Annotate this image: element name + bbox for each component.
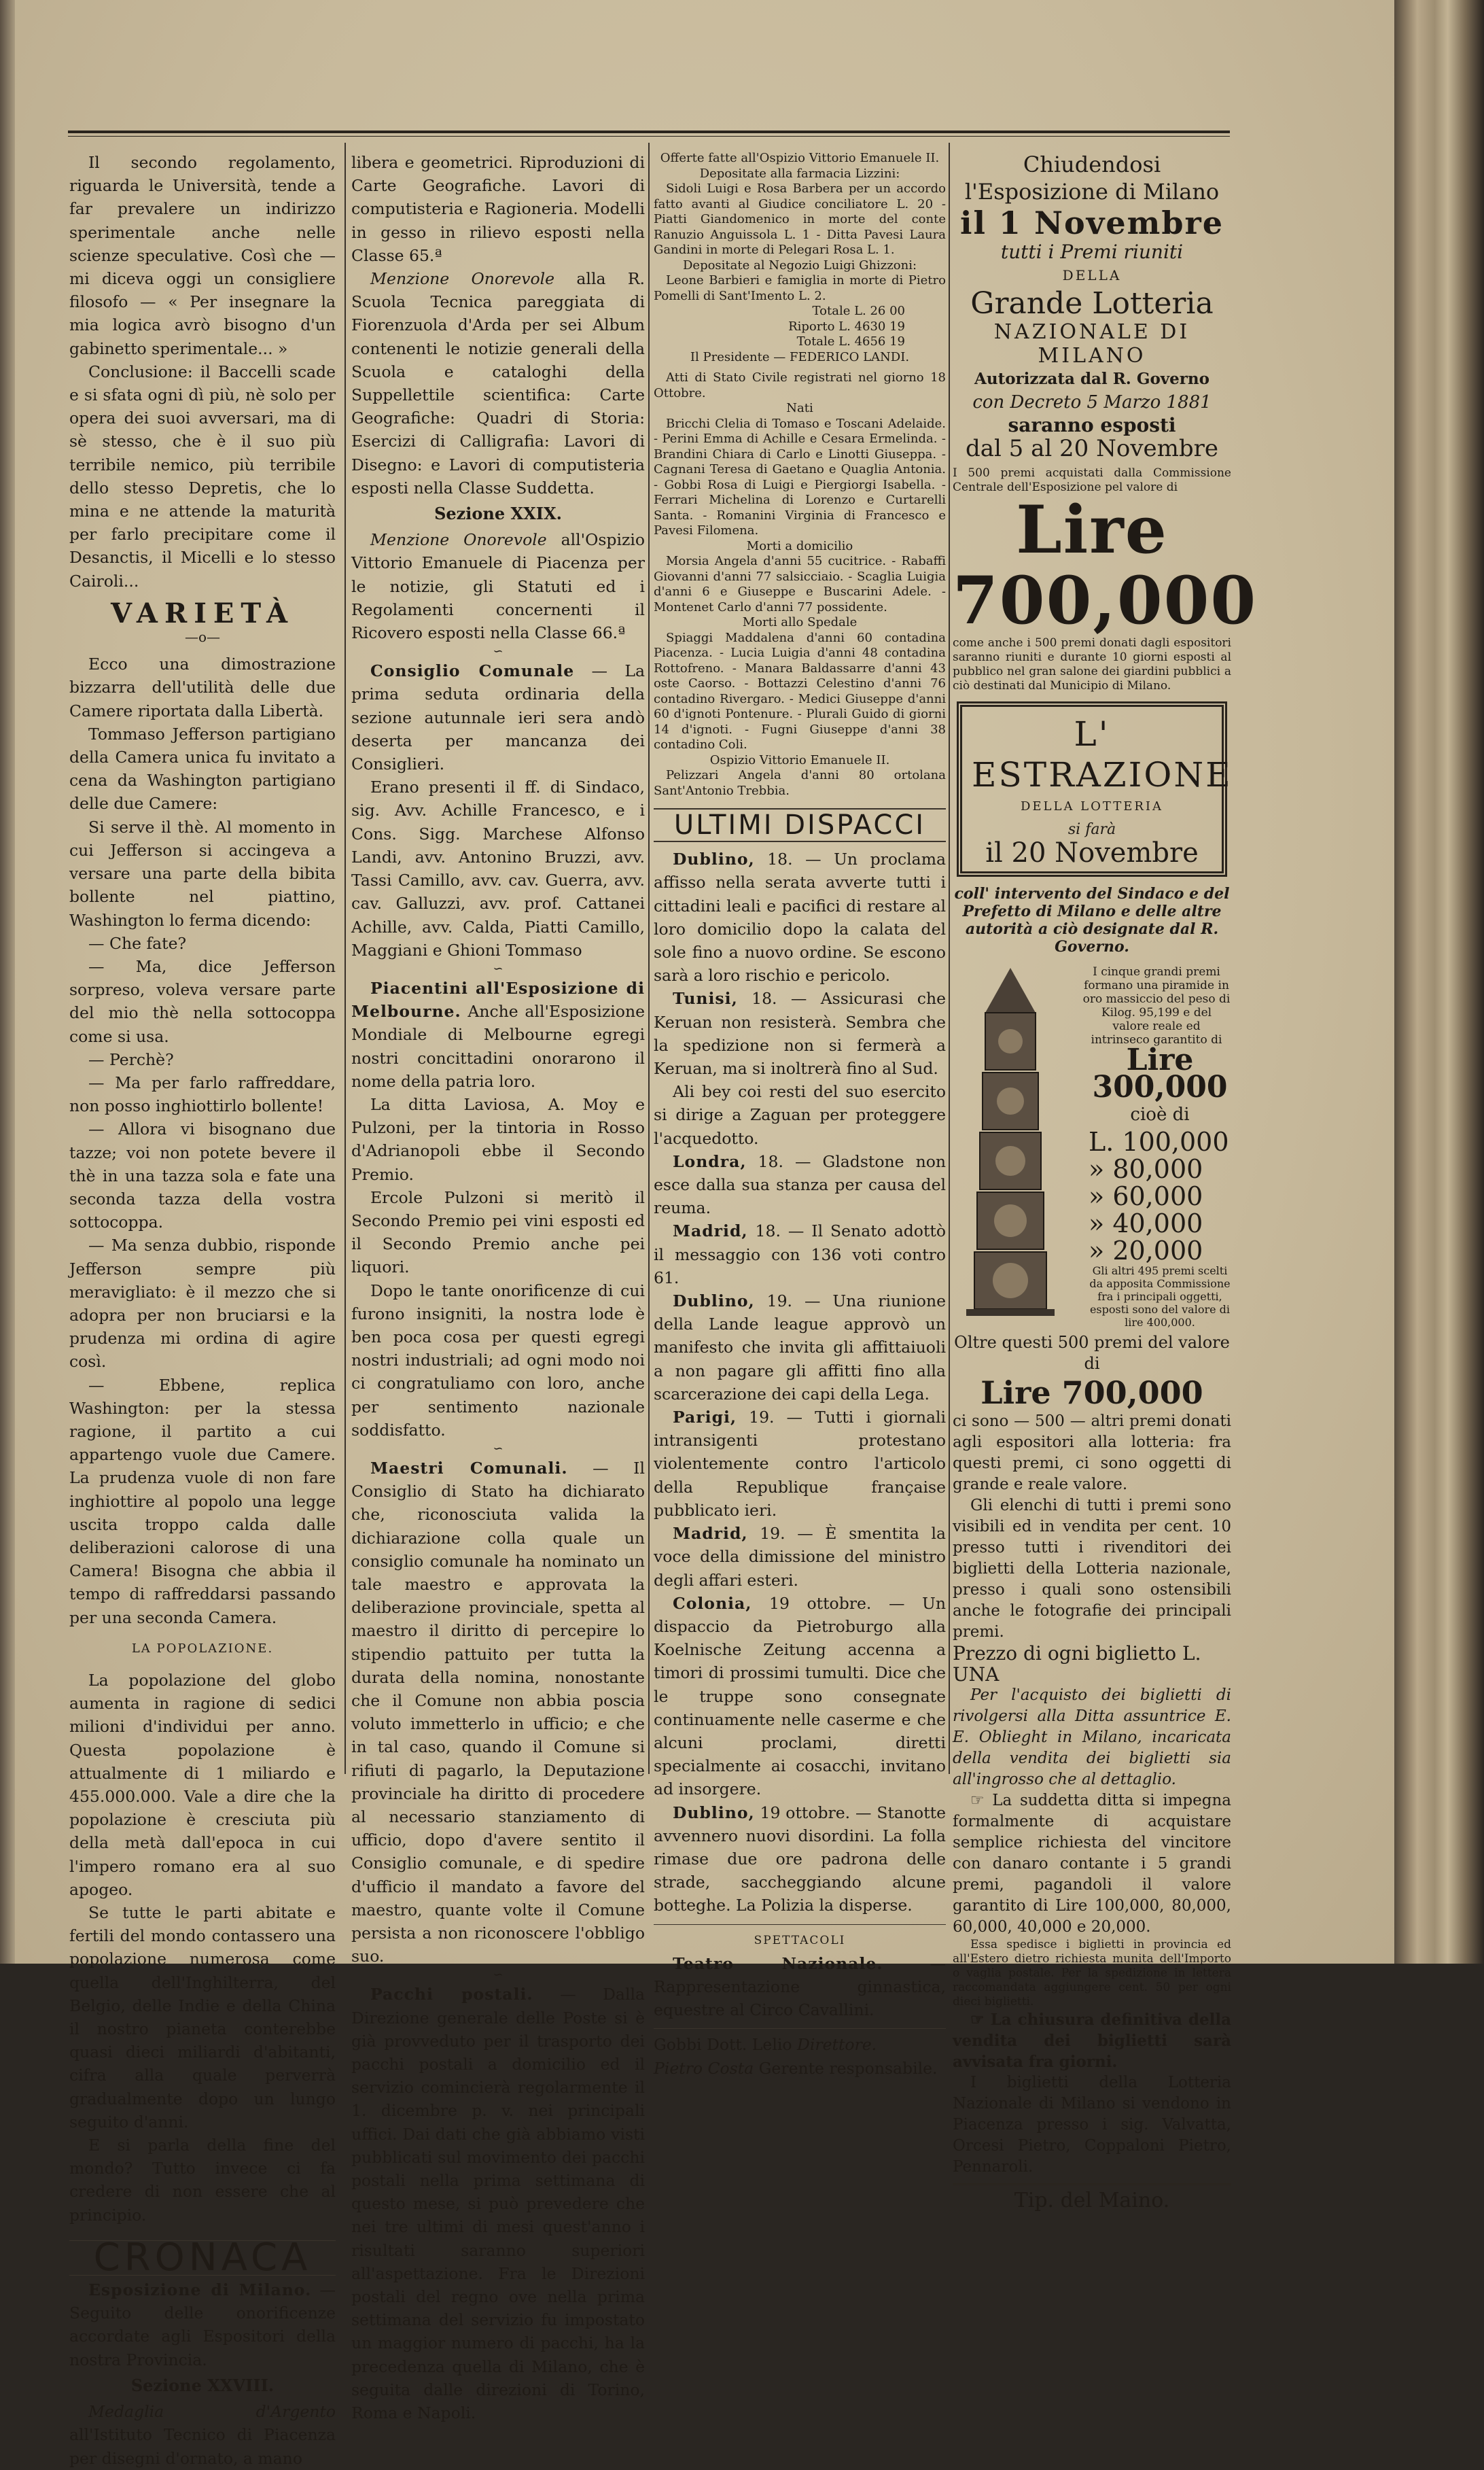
dispatch-text: 18. — Un proclama affisso nella serata avverte tutti i cittadini leali e pacifici di restare al loro domicilio dopo la calata del sole fino a nuovo ordine. Se escono sarà a loro rischio e pericolo.	[654, 850, 946, 986]
item-text: all'Ospizio Vittorio Emanuele di Piacenza per le notizie, gli Statuti ed i Regolamenti concernenti il Ricovero esposti nella Classe 66.ª	[351, 530, 646, 643]
paragraph	[351, 267, 645, 500]
total-line: Totale L. 26 00	[812, 304, 905, 318]
paragraph: Erano presenti il ff. di Sindaco, sig. Avv. Achille Francesco, e i Cons. Sigg. Marchese Alfonso Landi, avv. Antonino Bruzzi, avv. Tassi Camillo, avv. cav. Guerra, avv. cav. Galluzzi, avv. prof. Cattanei Achille, avv. Calda, Piatti Camillo, Maggiani e Ghioni Tommaso	[351, 778, 645, 960]
ad-line: cioè di	[1130, 1104, 1190, 1126]
prize-list	[1089, 1043, 1231, 1329]
paragraph: Pelizzari Angela d'anni 80 ortolana Sant'Antonio Trebbia.	[654, 768, 946, 798]
column-separator	[648, 143, 650, 1774]
award-heading: Menzione Onorevole	[370, 269, 555, 289]
dispatch-text: 18. — Assicurasi che Keruan non resisterà. Sembra che la spedizione non si fermerà a Keruan, ma si inoltrerà fino al Sud.	[654, 989, 946, 1079]
dispatch-text: 19 ottobre. — Stanotte avvennero nuovi disordini. La folla rimase due ore padrona delle strade, saccheggiando alcune botteghe. La Polizia la disperse.	[654, 1803, 946, 1915]
paragraph: libera e geometrici. Riproduzioni di Carte Geografiche. Lavori di computisteria e Ragioneria. Modelli in gesso in rilievo esposti nella Classe 65.ª	[351, 153, 645, 265]
dispatch	[654, 987, 946, 1080]
paragraph: Gli elenchi di tutti i premi sono visibili ed in vendita per cent. 10 presso tutti i rivenditori dei biglietti della Lotteria nazionale, presso i quali sono ostensibili anche le fotografie dei principali premi.	[953, 1497, 1231, 1641]
item-heading: Teatro Nazionale.	[673, 1953, 883, 1973]
ad-text: Gli altri 495 premi scelti da apposita Commissione fra i principali oggetti, esposti sono del valore di lire 400,000.	[1089, 1264, 1231, 1329]
dialogue-line: — Che fate?	[88, 933, 187, 953]
manager-name: Pietro Costa	[654, 2058, 754, 2078]
extraction-box	[957, 701, 1233, 877]
paragraph: ci sono — 500 — altri premi donati agli espositori alla lotteria: fra questi premi, ci sono oggetti di grande e reale valore.	[953, 1412, 1231, 1494]
award-heading: Menzione Onorevole	[370, 530, 547, 550]
paragraph: ☞ La suddetta ditta si impegna formalmente di acquistare semplice richiesta del vincitore con danaro contante i 5 grandi premi, pagandoli il valore garantito di Lire 100,000, 80,000, 60,000, 40,000 e 20,000.	[953, 1792, 1231, 1936]
item-heading: Piacentini all'Esposizione di Melbourne.	[351, 978, 645, 1022]
manager-title: Gerente responsabile.	[754, 2058, 938, 2078]
dispatch-text: 19. — È smentita la voce della dimissione del ministro degli affari esteri.	[654, 1524, 946, 1590]
ticket-price: Prezzo di ogni biglietto L. UNA	[953, 1642, 1201, 1686]
signature-line: Il Presidente — FEDERICO LANDI.	[690, 349, 910, 364]
ad-body	[953, 1332, 1231, 2178]
dispatch-text: 18. — Gladstone non esce dalla sua stanza per causa del reuma.	[654, 1151, 946, 1218]
dialogue-line: — Perchè?	[88, 1049, 174, 1069]
item-heading: Maestri Comunali.	[370, 1458, 568, 1478]
ad-line: tutti i Premi riuniti	[1000, 241, 1184, 263]
item-heading: Esposizione di Milano.	[88, 2280, 312, 2300]
dialogue-line: — Ma per farlo raffreddare, non posso inghiottirlo bollente!	[69, 1073, 336, 1116]
paragraph: Leone Barbieri e famiglia in morte di Pietro Pomelli di Sant'Imento L. 2.	[654, 273, 946, 303]
dispatch-place: Tunisi,	[673, 989, 738, 1009]
dispatch	[654, 1219, 946, 1289]
ad-line: NAZIONALE DI MILANO	[993, 320, 1190, 368]
dispatch-place: Madrid,	[673, 1221, 748, 1241]
paragraph: La ditta Laviosa, A. Moy e Pulzoni, per la tintoria in Rosso d'Adrianopoli ebbe il Secondo Premio.	[351, 1094, 645, 1184]
paragraph	[69, 2400, 336, 2470]
paragraph: Ercole Pulzoni si meritò il Secondo Premio pei vini esposti ed il Secondo Premio anche pei liquori.	[351, 1187, 645, 1277]
dispatch-text: 18. — Il Senato adottò il messaggio con 136 voti contro 61.	[654, 1221, 946, 1287]
offerings-block	[654, 151, 946, 799]
editor-title: Direttore.	[797, 2035, 877, 2055]
column-separator	[949, 143, 950, 1774]
block-subtitle: Ospizio Vittorio Emanuele II.	[709, 752, 890, 767]
dispatch-place: Dublino,	[673, 1803, 755, 1822]
dispatch	[654, 1289, 946, 1406]
paragraph: La popolazione del globo aumenta in ragione di sedici milioni d'individui per anno. Questa popolazione è attualmente di 1 miliardo e 455.000.000. Vale a dire che la popolazione è cresciuta più della metà dall'epoca in cui l'impero romano era al suo apogeo.	[69, 1671, 336, 1899]
section-title-varieta: VARIETÀ	[110, 597, 295, 629]
ad-line: saranno esposti	[1008, 414, 1176, 437]
prize-item: L. 100,000	[1089, 1127, 1229, 1158]
dispatch-place: Dublino,	[673, 1291, 755, 1311]
item-text: all'Istituto Tecnico di Piacenza per disegni d'ornato, a mano	[69, 2425, 336, 2468]
dialogue-line: — Ma senza dubbio, risponde Jefferson sempre più meravigliato: è il mezzo che si adopra per non bruciarsi e la prudenza mi ordina di agire così.	[69, 1236, 336, 1372]
newspaper-page	[15, 0, 1394, 2468]
carry-line: Riporto L. 4630 19	[788, 319, 905, 334]
block-subtitle: Morti a domicilio	[746, 538, 853, 553]
block-subtitle: Morti allo Spedale	[742, 615, 858, 629]
paragraph: Essa spedisce i biglietti in provincia ed all'Estero dietro richiesta munita dell'Importo o vaglia postale. Per la spedizione in lettera raccomandata aggiungere cent. 50 per ogni dieci biglietti.	[953, 1938, 1231, 2009]
subsection-title: LA POPOLAZIONE.	[131, 1641, 274, 1656]
dialogue-line: — Allora vi bisognano due tazze; voi non potete bevere il thè in una tazza sola e fate una seconda tazza della vostra sottocoppa.	[69, 1119, 336, 1232]
ad-text: come anche i 500 premi donati dagli espositori saranno riuniti e durante 10 giorni esposti al pubblico nel gran salone dei giardini pubblici a ciò destinati dal Municipio di Milano.	[953, 636, 1231, 693]
ad-line: si farà	[1067, 820, 1116, 838]
printer-imprint: Tip. del Maino.	[953, 2183, 1231, 2212]
item-heading: Consiglio Comunale	[370, 661, 575, 681]
top-rule-thin	[68, 136, 1230, 137]
paragraph: Tommaso Jefferson partigiano della Camera unica fu invitato a cena da Washington partigiano delle due Camere:	[69, 724, 336, 814]
dispatch	[654, 848, 946, 987]
dispatch-text: 19. — Una riunione della Lande league approvò un manifesto che invita gli affittaiuoli a non pagare gli affitti fino alla scarcerazione dei capi della Lega.	[654, 1291, 946, 1404]
block-subtitle: Depositate alla farmacia Lizzini:	[699, 166, 900, 181]
dialogue-line: — Ebbene, replica Washington: per la stessa ragione, il partito a cui appartengo vuole due Camere. La prudenza vuole di non fare inghiottire al popolo una legge uscita troppo calda dalle deliberazioni calorose di una Camera! Bisogna che abbia il tempo di raffreddarsi passando per una seconda Camera.	[69, 1375, 336, 1627]
gold-pyramid-illustration	[959, 965, 1061, 1319]
paragraph	[654, 1952, 946, 2022]
ad-line: con Decreto 5 Marzo 1881	[972, 392, 1212, 413]
item-text: — La prima seduta ordinaria della sezione autunnale ieri sera andò deserta per mancanza dei Consiglieri.	[351, 661, 645, 774]
paragraph	[351, 528, 645, 644]
dispatch	[654, 1592, 946, 1801]
section-ornament: —o—	[184, 629, 221, 646]
top-rule	[68, 131, 1230, 133]
column-2	[351, 151, 645, 2424]
ad-line: Autorizzata dal R. Governo	[974, 369, 1209, 388]
section-title-cronaca: CRONACA	[69, 2240, 336, 2276]
paragraph: Atti di Stato Civile registrati nel giorno 18 Ottobre.	[654, 370, 946, 400]
paragraph: Conclusione: il Baccelli scade e si sfata ogni dì più, nè solo per opera dei suoi avversari, ma di sè stesso, che è il suo più terribile nemico, più terribile dello stesso Depretis, che lo mina e ne attende la maturità per farlo precipitare come il Desanctis, il Micelli e lo stesso Cairoli...	[69, 362, 336, 591]
ad-text: coll' intervento del Sindaco e del Prefetto di Milano e delle altre autorità a ciò designate dal R. Governo.	[954, 885, 1230, 956]
item-text: — Seguito delle onorificenze accordate agli Espositori della nostra Provincia.	[69, 2280, 336, 2369]
ad-text: I 500 premi acquistati dalla Commissione Centrale dell'Esposizione pel valore di	[953, 466, 1231, 494]
paragraph	[351, 1457, 645, 1968]
section-title-dispatches: ULTIMI DISPACCI	[654, 808, 946, 842]
separator-ornament: ∽	[493, 961, 504, 976]
award-heading: Medaglia d'Argento	[88, 2402, 336, 2422]
ad-amount: Lire 700,000	[980, 1374, 1203, 1412]
paragraph: E si parla della fine del mondo? Tutto invece ci fa credere di non essere che al principio.	[69, 2136, 336, 2225]
item-text: — Rappresentazione ginnastica, equestre al Circo Cavallini.	[654, 1953, 946, 2020]
dispatch-text: 19 ottobre. — Un dispaccio da Pietroburgo alla Koelnische Zeitung accenna a timori di prossimi tumulti. Dice che le truppe sono consegnate continuamente nelle caserme e che alcuni proclami, diretti specialmente ai cosacchi, invitano ad insorgere.	[654, 1593, 946, 1799]
ad-line: Chiudendosi l'Esposizione di Milano	[964, 152, 1220, 205]
separator-ornament: ∽	[493, 1968, 504, 1983]
paragraph: Il secondo regolamento, riguarda le Università, tende a far prevalere un indirizzo sperimentale anche nelle scienze speculative. Così che — mi diceva oggi un consigliere filosofo — « Per insegnare la mia logica avrò bisogno d'un gabinetto sperimentale... »	[69, 153, 336, 358]
lottery-advertisement	[953, 151, 1258, 2213]
book-block-edge	[1389, 0, 1484, 1964]
paragraph: Spiaggi Maddalena d'anni 60 contadina Piacenza. - Lucia Luigia d'anni 48 contadina Rottofreno. - Manara Baldassarre d'anni 43 oste Caorso. - Bottazzi Celestino d'anni 76 contadino Rivergaro. - Medici Giuseppe d'anni 60 d'ignoti Pontenure. - Plurali Guido di giorni 14 d'ignoti. - Fugni Giuseppe d'anni 38 contadino Coli.	[654, 630, 946, 752]
prize-item: » 40,000	[1089, 1208, 1203, 1239]
separator-ornament: ∽	[493, 644, 504, 659]
prize-total: Lire 300,000	[1092, 1043, 1228, 1105]
paragraph: I biglietti della Lotteria Nazionale di Milano si vendono in Piacenza presso i sig. Valvatta, Orcesi Pietro, Coppaloni Pietro, Pennaroli.	[953, 2074, 1231, 2176]
paragraph	[69, 2278, 336, 2371]
ad-amount: Lire 700,000	[953, 491, 1258, 639]
item-text: — Dalla Direzione generale delle Poste si è già provveduto per il trasporto dei pacchi postali a domicilio ed il servizio comincierà regolarmente il 1. dicembre p. v. nei principali uffici. Dai dati che già abbiamo visti pubblicati sul movimento dei pacchi postali nella prima settimana di questo mese, si può prevedere che nei tre ultimi di mesi quest'anno i risultati saranno superiori all'aspettazione. Fra le Direzioni postali del regno ove nella prima settimana del servizio fu impostato un maggior numero di pacchi, ha la precedenza quella di Milano, che è seguita dalle direzioni di Torino, Roma e Napoli.	[351, 1985, 645, 2423]
column-3	[654, 151, 946, 2080]
paragraph: ☞ La chiusura definitiva della vendita dei biglietti sarà avvisata fra giorni.	[953, 2011, 1231, 2072]
paragraph: Morsia Angela d'anni 55 cucitrice. - Rabaffi Giovanni d'anni 77 salsicciaio. - Scaglia Luigia d'anni 6 e Giuseppe e Buscarini Adele. - Montenet Carlo d'anni 77 possidente.	[654, 554, 946, 614]
ad-line: DELLA	[1062, 267, 1122, 284]
masthead-footer	[654, 2028, 946, 2079]
paragraph: Per l'acquisto dei biglietti di rivolgersi alla Ditta assuntrice E. E. Oblieght in Milano, incaricata della vendita dei biglietti sia all'ingrosso che al dettaglio.	[953, 1686, 1231, 1789]
paragraph: Bricchi Clelia di Tomaso e Toscani Adelaide. - Perini Emma di Achille e Cesara Ermelinda. - Brandini Chiara di Carlo e Linotti Giuseppa. - Cagnani Teresa di Gaetano e Quaglia Antonia. - Gobbi Rosa di Luigi e Piergiorgi Isabella. - Ferrari Michelina di Lorenzo e Curtarelli Santa. - Romanini Virginia di Francesco e Pavesi Filomena.	[654, 416, 946, 538]
paragraph: Sidoli Luigi e Rosa Barbera per un accordo fatto avanti al Giudice conciliatore L. 20 - Piatti Giandomenico in morte del conte Ranuzio Anguissola L. 1 - Ditta Pavesi Laura Gandini in morte di Pelegari Rosa L. 1.	[654, 181, 946, 257]
paragraph	[351, 977, 645, 1093]
paragraph: Si serve il thè. Al momento in cui Jefferson si accingeva a versare una parte della bibita bollente nel piattino, Washington lo ferma dicendo:	[69, 817, 336, 930]
subsection-title: SPETTACOLI	[754, 1933, 846, 1947]
prize-item: » 60,000	[1089, 1181, 1203, 1212]
paragraph: Dopo le tante onorificenze di cui furono insigniti, la nostra lode è ben poca cosa per questi egregi nostri industriali; ad ogni modo noi ci congratuliamo con loro, anche per sentimento nazionale soddisfatto.	[351, 1281, 645, 1440]
subsection-title: Sezione XXVIII.	[130, 2375, 275, 2395]
dispatch-place: Colonia,	[673, 1593, 752, 1613]
prize-section	[953, 965, 1231, 1332]
column-1	[69, 151, 336, 2470]
block-title: Offerte fatte all'Ospizio Vittorio Emanuele II.	[660, 151, 940, 165]
paragraph	[351, 659, 645, 776]
item-text: alla R. Scuola Tecnica pareggiata di Fiorenzuola d'Arda per sei Album contenenti le notizie generali della Scuola e cataloghi della Suppellettile scientifica: Carte Geografiche: Quadri di Storia: Esercizi di Calligrafia: Lavori di Disegno: e Lavori di computisteria esposti nella Classe Suddetta.	[351, 269, 645, 498]
ad-line: il 20 Novembre	[985, 837, 1199, 869]
paragraph: Se tutte le parti abitate e fertili del mondo contassero una popolazione numerosa come quella dell'Inghilterra, del Belgio, delle Indie e della China il nostro pianeta conterebbe quasi dieci miliardi d'abitanti, cifra alla quale perverrà gradualmente dopo un lungo seguito d'anni.	[69, 1903, 336, 2132]
ad-line: Oltre questi 500 premi del valore di	[954, 1333, 1230, 1374]
ad-headline: il 1 Novembre	[959, 205, 1224, 241]
dispatch-place: Parigi,	[673, 1408, 737, 1427]
dispatch	[654, 1150, 946, 1220]
spettacoli-block	[654, 1924, 946, 2022]
item-text: — Il Consiglio di Stato ha dichiarato che, riconosciuta valida la dichiarazione colla quale un consiglio comunale ha nominato un tale maestro e approvata la deliberazione provinciale, spetta al maestro il diritto di percepire lo stipendio pattuito per tutta la durata della nomina, nonostante che il Comune non abbia poscia voluto immetterlo in ufficio; e che in tal caso, quando il Comune si rifiuti di pagarlo, la Deputazione provinciale ha diritto di procedere al necessario stanziamento di ufficio, dopo d'avere sentito il Consiglio comunale, e di spedire d'ufficio il mandato a favore del maestro, quante volte il Comune persista a non riconoscere l'obbligo suo.	[351, 1458, 645, 1966]
prize-item: » 20,000	[1089, 1236, 1203, 1266]
dispatch	[654, 1406, 946, 1522]
prize-item: » 80,000	[1089, 1154, 1203, 1185]
block-subtitle: Nati	[786, 401, 813, 415]
column-separator	[344, 143, 346, 1774]
paragraph: Ecco una dimostrazione bizzarra dell'utilità delle due Camere riportata dalla Libertà.	[69, 655, 336, 720]
dispatch-place: Dublino,	[673, 850, 755, 869]
ad-text: I cinque grandi premi formano una piramide in oro massiccio del peso di Kilog. 95,199 e del valore reale ed intrinseco garantito di	[1082, 965, 1231, 1047]
extraction-title: L' ESTRAZIONE	[972, 714, 1233, 795]
dispatch-place: Madrid,	[673, 1524, 748, 1544]
dialogue-line: — Ma, dice Jefferson sorpreso, voleva versare parte del mio thè nella sottocoppa come si usa.	[69, 956, 336, 1046]
paragraph	[351, 1983, 645, 2424]
dispatch-place: Londra,	[673, 1151, 747, 1171]
paragraph: Ali bey coi resti del suo esercito si dirige a Zaguan per proteggere l'acquedotto.	[654, 1082, 946, 1148]
dispatch	[654, 1522, 946, 1592]
dispatch-text: 19. — Tutti i giornali intransigenti protestano violentemente contro l'articolo della Republique française pubblicato ieri.	[654, 1408, 946, 1520]
subsection-title: Sezione XXIX.	[434, 504, 562, 524]
dispatch	[654, 1801, 946, 1917]
total-line: Totale L. 4656 19	[796, 334, 905, 349]
separator-ornament: ∽	[493, 1441, 504, 1456]
ad-line: dal 5 al 20 Novembre	[965, 435, 1219, 463]
block-subtitle: Depositate al Negozio Luigi Ghizzoni:	[682, 258, 917, 273]
ad-headline: Grande Lotteria	[970, 286, 1214, 321]
item-heading: Pacchi postali.	[370, 1985, 533, 2004]
ad-line: DELLA LOTTERIA	[1020, 799, 1164, 814]
item-text: Anche all'Esposizione Mondiale di Melbourne egregi nostri concittadini onorarono il nome della patria loro.	[351, 1002, 645, 1091]
editor-name: Gobbi Dott. Lelio	[654, 2035, 792, 2055]
